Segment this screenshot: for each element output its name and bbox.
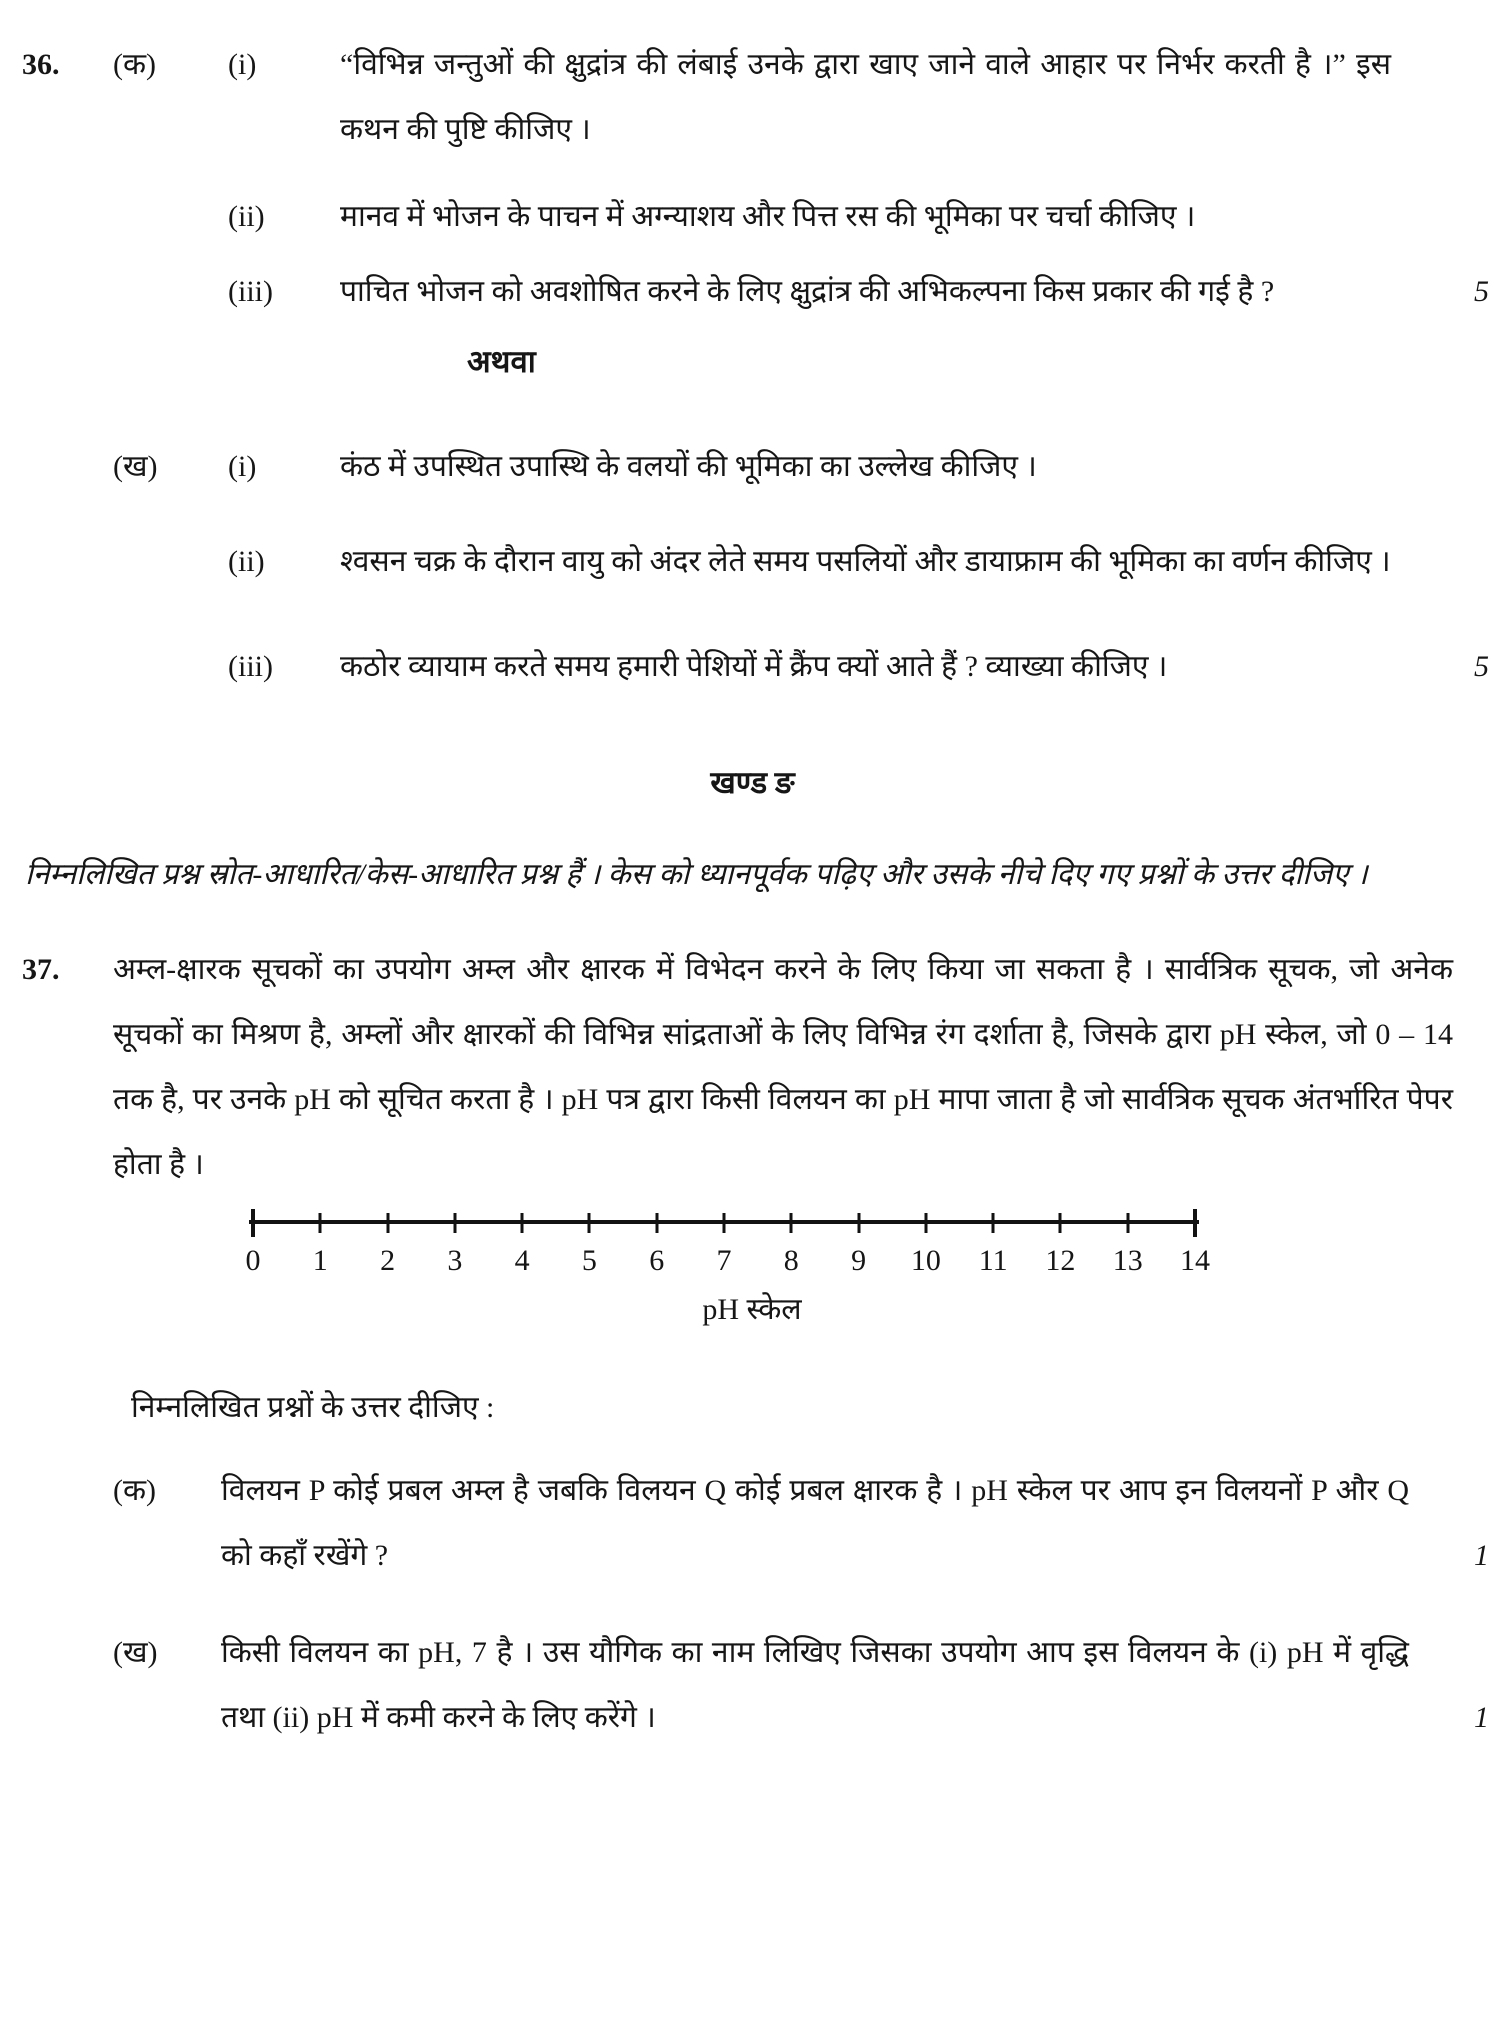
item-number: (i) [228, 48, 257, 81]
section-instructions: निम्नलिखित प्रश्न स्रोत-आधारित/केस-आधारित प्रश्न हैं । केस को ध्यानपूर्वक पढ़िए और उसके नीचे दिए गए प्रश्नों के उत्तर दीजिए । [25, 858, 1368, 891]
ph-scale-tick [992, 1213, 995, 1233]
ph-scale-tick-label: 0 [245, 1244, 261, 1277]
q36-part-a-item-ii [0, 184, 1505, 249]
item-text: “विभिन्न जन्तुओं की क्षुद्रांत्र की लंबाई उनके द्वारा खाए जाने वाले आहार पर निर्भर करती है ।” इस कथन की पुष्टि कीजिए । [340, 48, 1391, 146]
marks-value: 5 [1474, 275, 1489, 308]
subpart-text: विलयन P कोई प्रबल अम्ल है जबकि विलयन Q कोई प्रबल क्षारक है । pH स्केल पर आप इन विलयनों P और Q को कहाँ रखेंगे ? [221, 1474, 1409, 1572]
ph-scale-tick-label: 2 [380, 1244, 396, 1277]
ph-scale-tick [386, 1213, 389, 1233]
ph-scale-tick [723, 1213, 726, 1233]
ph-scale-tick [1193, 1209, 1197, 1237]
q37-subpart-b [0, 1620, 1505, 1750]
item-number: (i) [228, 450, 257, 483]
item-text: मानव में भोजन के पाचन में अग्न्याशय और पित्त रस की भूमिका पर चर्चा कीजिए । [340, 200, 1196, 233]
item-text: पाचित भोजन को अवशोषित करने के लिए क्षुद्रांत्र की अभिकल्पना किस प्रकार की गई है ? [340, 275, 1275, 308]
ph-scale-tick [1059, 1213, 1062, 1233]
ph-scale-tick [924, 1213, 927, 1233]
item-number: (iii) [228, 275, 273, 308]
ph-scale-tick-label: 9 [851, 1244, 867, 1277]
ph-scale-tick-label: 12 [1045, 1244, 1076, 1277]
subpart-text: किसी विलयन का pH, 7 है । उस यौगिक का नाम लिखिए जिसका उपयोग आप इस विलयन के (i) pH में वृद्धि तथा (ii) pH में कमी करने के लिए करेंगे । [221, 1636, 1409, 1734]
q37-intro-row [0, 937, 1505, 1197]
ph-scale-tick-label: 8 [783, 1244, 799, 1277]
part-a-label: (क) [113, 48, 157, 81]
ph-scale-tick [453, 1213, 456, 1233]
ph-scale-tick-label: 4 [514, 1244, 530, 1277]
ph-scale-ruler [249, 1209, 1199, 1237]
ph-scale-tick [319, 1213, 322, 1233]
item-text: श्वसन चक्र के दौरान वायु को अंदर लेते समय पसलियों और डायाफ्राम की भूमिका का वर्णन कीजिए । [340, 545, 1391, 578]
ph-scale-numbers [245, 1241, 1210, 1285]
subpart-label: (क) [113, 1474, 157, 1507]
or-separator: अथवा [467, 344, 536, 379]
question-intro-text: अम्ल-क्षारक सूचकों का उपयोग अम्ल और क्षारक में विभेदन करने के लिए किया जा सकता है । सार्वत्रिक सूचक, जो अनेक सूचकों का मिश्रण है, अम्लों और क्षारकों की विभिन्न सांद्रताओं के लिए विभिन्न रंग दर्शाता है, जिसके द्वारा pH स्केल, जो 0 – 14 तक है, पर उनके pH को सूचित करता है । pH पत्र द्वारा किसी विलयन का pH मापा जाता है जो सार्वत्रिक सूचक अंतर्भारित पेपर होता है । [113, 953, 1453, 1181]
ph-scale-tick [588, 1213, 591, 1233]
marks-value: 5 [1474, 650, 1489, 683]
ph-scale-tick [790, 1213, 793, 1233]
part-b-label: (ख) [113, 450, 158, 483]
item-number: (ii) [228, 545, 265, 578]
ph-scale-tick [1126, 1213, 1129, 1233]
q36-part-b-item-iii [0, 634, 1505, 699]
ph-scale-tick [655, 1213, 658, 1233]
ph-scale-figure [0, 1209, 1505, 1331]
q36-part-b-item-i [0, 434, 1505, 499]
ph-scale-tick-label: 5 [581, 1244, 597, 1277]
item-number: (iii) [228, 650, 273, 683]
q36-part-b-item-ii [0, 529, 1505, 594]
q36-part-a-item-i [0, 32, 1505, 162]
ph-scale-tick [251, 1209, 255, 1237]
item-text: कठोर व्यायाम करते समय हमारी पेशियों में क्रैंप क्यों आते हैं ? व्याख्या कीजिए । [340, 650, 1168, 683]
ph-scale-tick-label: 10 [910, 1244, 941, 1277]
ph-scale-ruler-wrap [245, 1209, 1210, 1285]
question-number: 36. [22, 48, 60, 81]
answer-prompt: निम्नलिखित प्रश्नों के उत्तर दीजिए : [131, 1391, 495, 1424]
item-number: (ii) [228, 200, 265, 233]
ph-scale-tick-label: 7 [716, 1244, 732, 1277]
q36-part-a-item-iii [0, 259, 1505, 324]
ph-scale-tick-label: 3 [447, 1244, 463, 1277]
section-heading: खण्ड ङ [710, 765, 795, 800]
marks-value: 1 [1474, 1701, 1489, 1734]
ph-scale-tick-label: 14 [1180, 1244, 1210, 1277]
subpart-label: (ख) [113, 1636, 158, 1669]
ph-scale-tick-label: 6 [649, 1244, 665, 1277]
marks-value: 1 [1474, 1539, 1489, 1572]
q37-subpart-a [0, 1458, 1505, 1588]
ph-scale-tick [521, 1213, 524, 1233]
question-number: 37. [22, 953, 60, 986]
ph-scale-tick-label: 11 [978, 1244, 1008, 1277]
ph-scale-tick [857, 1213, 860, 1233]
ph-scale-tick-label: 1 [312, 1244, 328, 1277]
item-text: कंठ में उपस्थित उपास्थि के वलयों की भूमिका का उल्लेख कीजिए । [340, 450, 1037, 483]
ph-scale-label: pH स्केल [702, 1293, 802, 1326]
ph-scale-tick-label: 13 [1112, 1244, 1143, 1277]
